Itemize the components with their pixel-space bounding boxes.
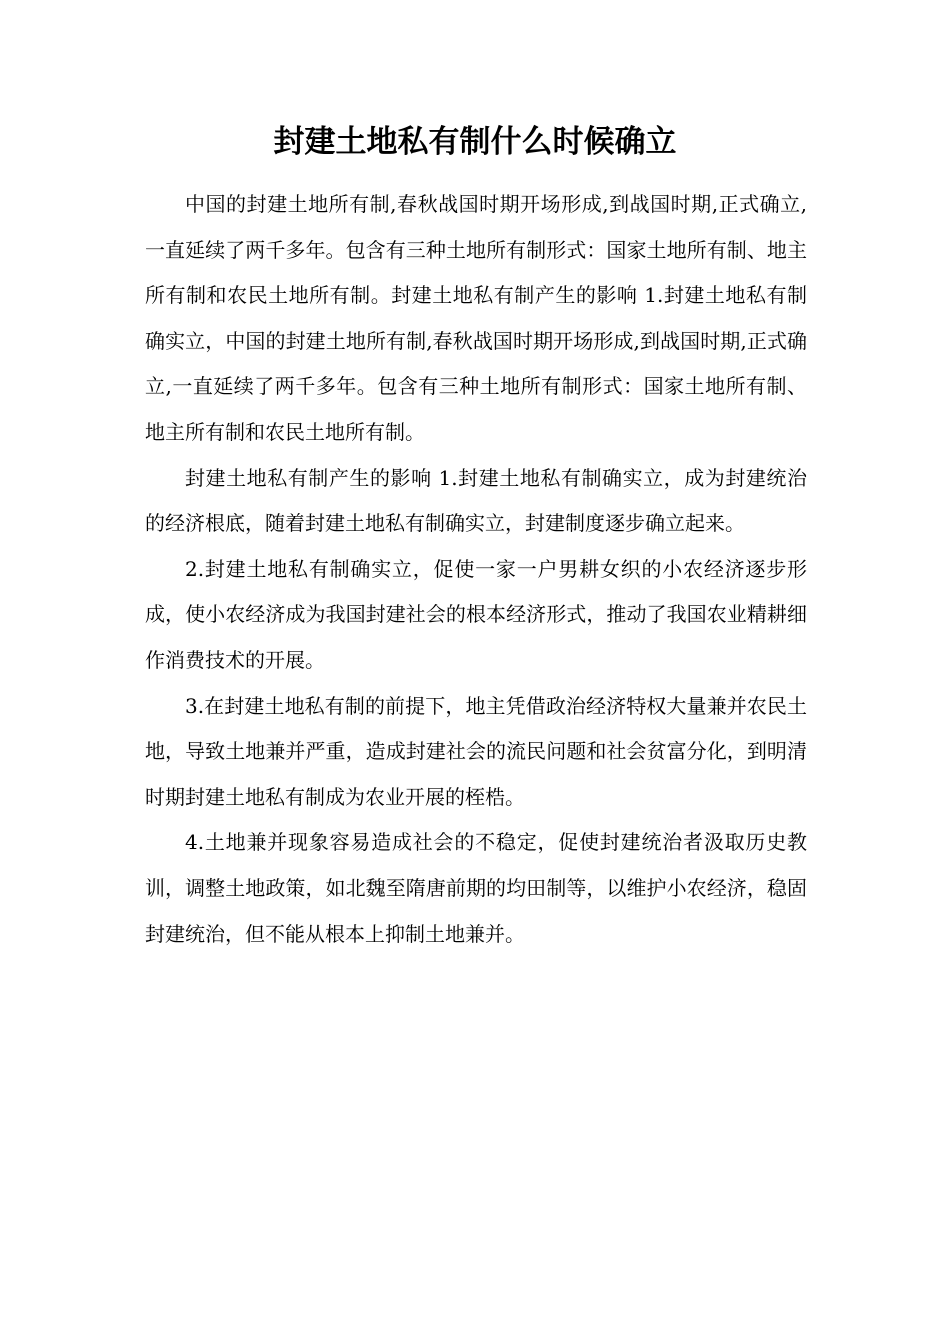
paragraph-5: 4.土地兼并现象容易造成社会的不稳定，促使封建统治者汲取历史教训，调整土地政策，如北魏至隋唐前期的均田制等，以维护小农经济，稳固封建统治，但不能从根本上抑制土地兼并。 [145, 830, 807, 946]
document-body [145, 182, 807, 957]
paragraph-4: 3.在封建土地私有制的前提下，地主凭借政治经济特权大量兼并农民土地，导致土地兼并严重，造成封建社会的流民问题和社会贫富分化，到明清时期封建土地私有制成为农业开展的桎梏。 [145, 693, 807, 809]
paragraph-2: 封建土地私有制产生的影响 1.封建土地私有制确实立，成为封建统治的经济根底，随着封建土地私有制确实立，封建制度逐步确立起来。 [145, 465, 807, 536]
paragraph-3: 2.封建土地私有制确实立，促使一家一户男耕女织的小农经济逐步形成，使小农经济成为我国封建社会的根本经济形式，推动了我国农业精耕细作消费技术的开展。 [145, 556, 807, 672]
paragraph-1: 中国的封建土地所有制,春秋战国时期开场形成,到战国时期,正式确立,一直延续了两千多年。包含有三种土地所有制形式：国家土地所有制、地主所有制和农民土地所有制。封建土地私有制产生的影响 1.封建土地私有制确实立，中国的封建土地所有制,春秋战国时期开场形成,到战国时期,正式确立,一直延续了两千多年。包含有三种土地所有制形式：国家土地所有制、地主所有制和农民土地所有制。 [145, 192, 807, 444]
document-title: 封建土地私有制什么时候确立 [273, 124, 677, 160]
